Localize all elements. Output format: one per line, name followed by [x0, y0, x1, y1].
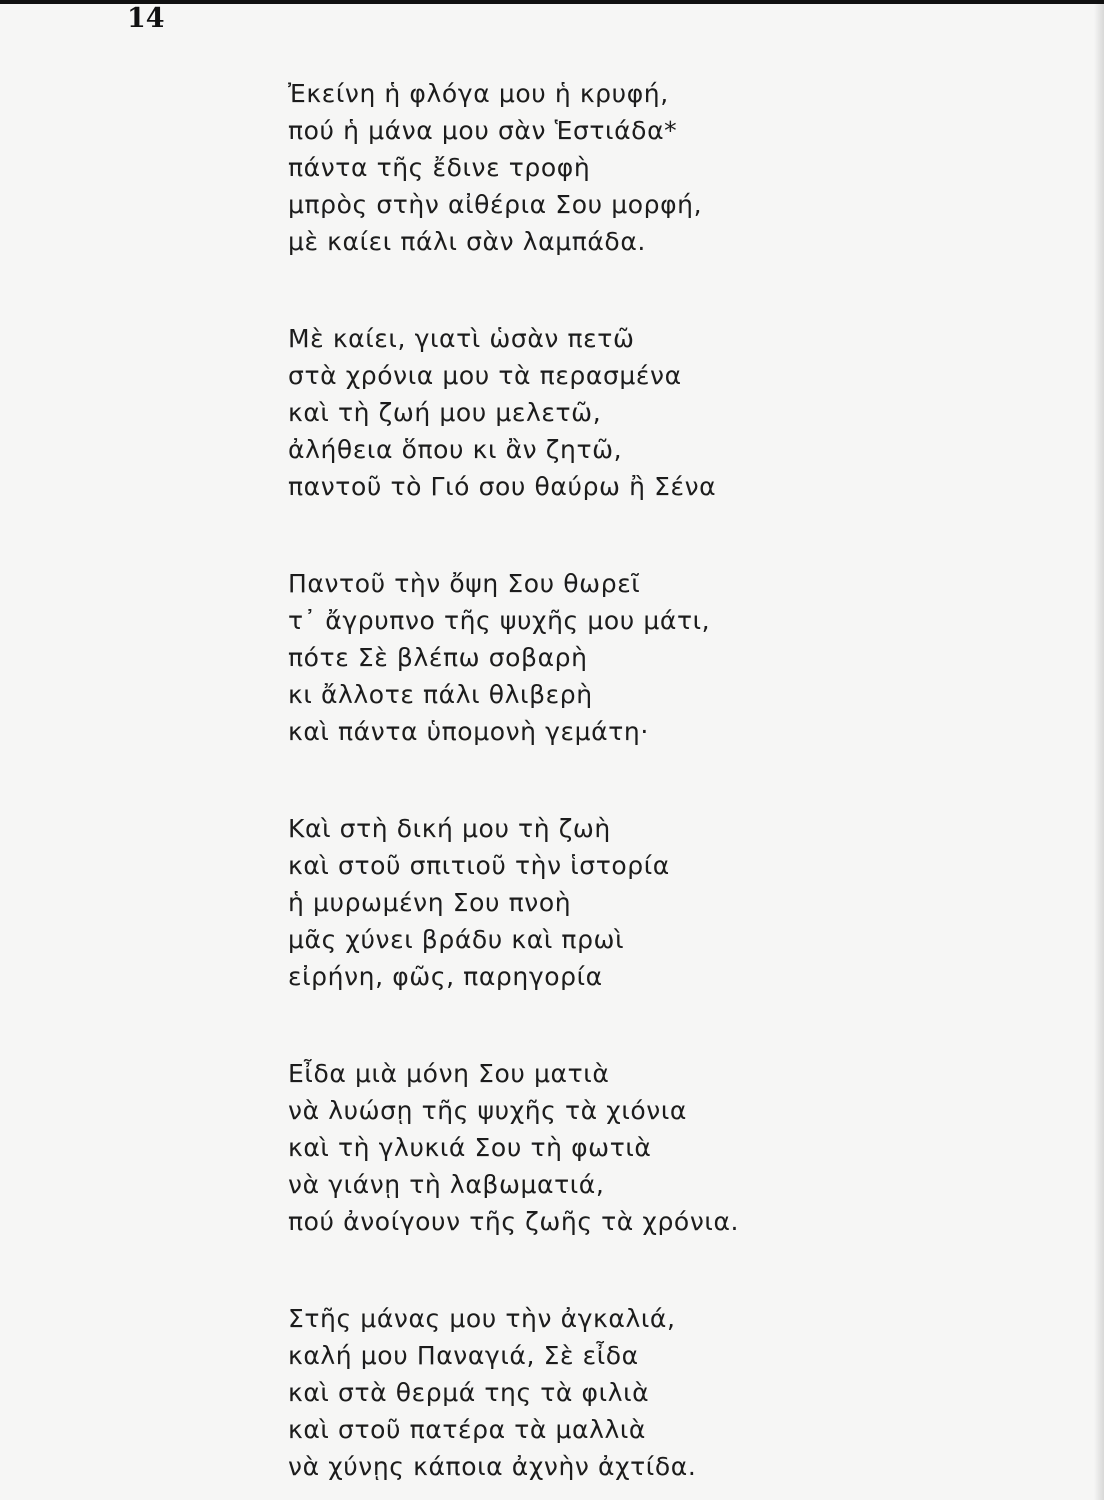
poem-line: τ᾽ ἄγρυπνο τῆς ψυχῆς μου μάτι, — [288, 606, 711, 635]
poem-line: καλή μου Παναγιά, Σὲ εἶδα — [288, 1341, 639, 1370]
poem-line: μᾶς χύνει βράδυ καὶ πρωὶ — [288, 925, 625, 954]
poem-line: πού ἀνοίγουν τῆς ζωῆς τὰ χρόνια. — [288, 1207, 740, 1236]
poem-line: καὶ τὴ γλυκιά Σου τὴ φωτιὰ — [288, 1133, 652, 1162]
stanza-3 — [288, 565, 1048, 750]
stanza-4 — [288, 810, 1048, 995]
poem-line: Παντοῦ τὴν ὄψη Σου θωρεῖ — [288, 569, 641, 598]
page-number: 14 — [127, 3, 165, 34]
poem-line: μὲ καίει πάλι σὰν λαμπάδα. — [288, 227, 646, 256]
poem-line: ἀλήθεια ὅπου κι ἂν ζητῶ, — [288, 435, 623, 464]
poem-line: καὶ στοῦ σπιτιοῦ τὴν ἱστορία — [288, 851, 670, 880]
stanza-2 — [288, 320, 1048, 505]
top-rule — [0, 0, 1104, 4]
poem-line: Στῆς μάνας μου τὴν ἀγκαλιά, — [288, 1304, 676, 1333]
poem — [288, 75, 1048, 1485]
stanza-6 — [288, 1300, 1048, 1485]
poem-line: Εἶδα μιὰ μόνη Σου ματιὰ — [288, 1059, 610, 1088]
poem-line: κι ἄλλοτε πάλι θλιβερὴ — [288, 680, 593, 709]
poem-line: πότε Σὲ βλέπω σοβαρὴ — [288, 643, 588, 672]
poem-line: καὶ στοῦ πατέρα τὰ μαλλιὰ — [288, 1415, 647, 1444]
page-edge-shadow — [1094, 0, 1104, 1500]
poem-line: καὶ τὴ ζωή μου μελετῶ, — [288, 398, 602, 427]
poem-line: νὰ γιάνῃ τὴ λαβωματιά, — [288, 1170, 605, 1199]
poem-line: παντοῦ τὸ Γιό σου θαύρω ἢ Σένα — [288, 472, 717, 501]
poem-line: νὰ χύνῃς κάποια ἀχνὴν ἀχτίδα. — [288, 1452, 697, 1481]
poem-line: Μὲ καίει, γιατὶ ὡσὰν πετῶ — [288, 324, 635, 353]
poem-line: καὶ πάντα ὑπομονὴ γεμάτη· — [288, 717, 649, 746]
poem-line: καὶ στὰ θερμά της τὰ φιλιὰ — [288, 1378, 650, 1407]
poem-line: Ἐκείνη ἡ φλόγα μου ἡ κρυφή, — [288, 79, 669, 108]
poem-line: πάντα τῆς ἔδινε τροφὴ — [288, 153, 591, 182]
stanza-5 — [288, 1055, 1048, 1240]
poem-line: νὰ λυώσῃ τῆς ψυχῆς τὰ χιόνια — [288, 1096, 687, 1125]
stanza-1 — [288, 75, 1048, 260]
poem-line: εἰρήνη, φῶς, παρηγορία — [288, 962, 603, 991]
poem-line: Καὶ στὴ δική μου τὴ ζωὴ — [288, 814, 611, 843]
poem-line: πού ἡ μάνα μου σὰν Ἑστιάδα* — [288, 116, 678, 145]
poem-line: ἡ μυρωμένη Σου πνοὴ — [288, 888, 572, 917]
poem-line: μπρὸς στὴν αἰθέρια Σου μορφή, — [288, 190, 703, 219]
poem-line: στὰ χρόνια μου τὰ περασμένα — [288, 361, 682, 390]
